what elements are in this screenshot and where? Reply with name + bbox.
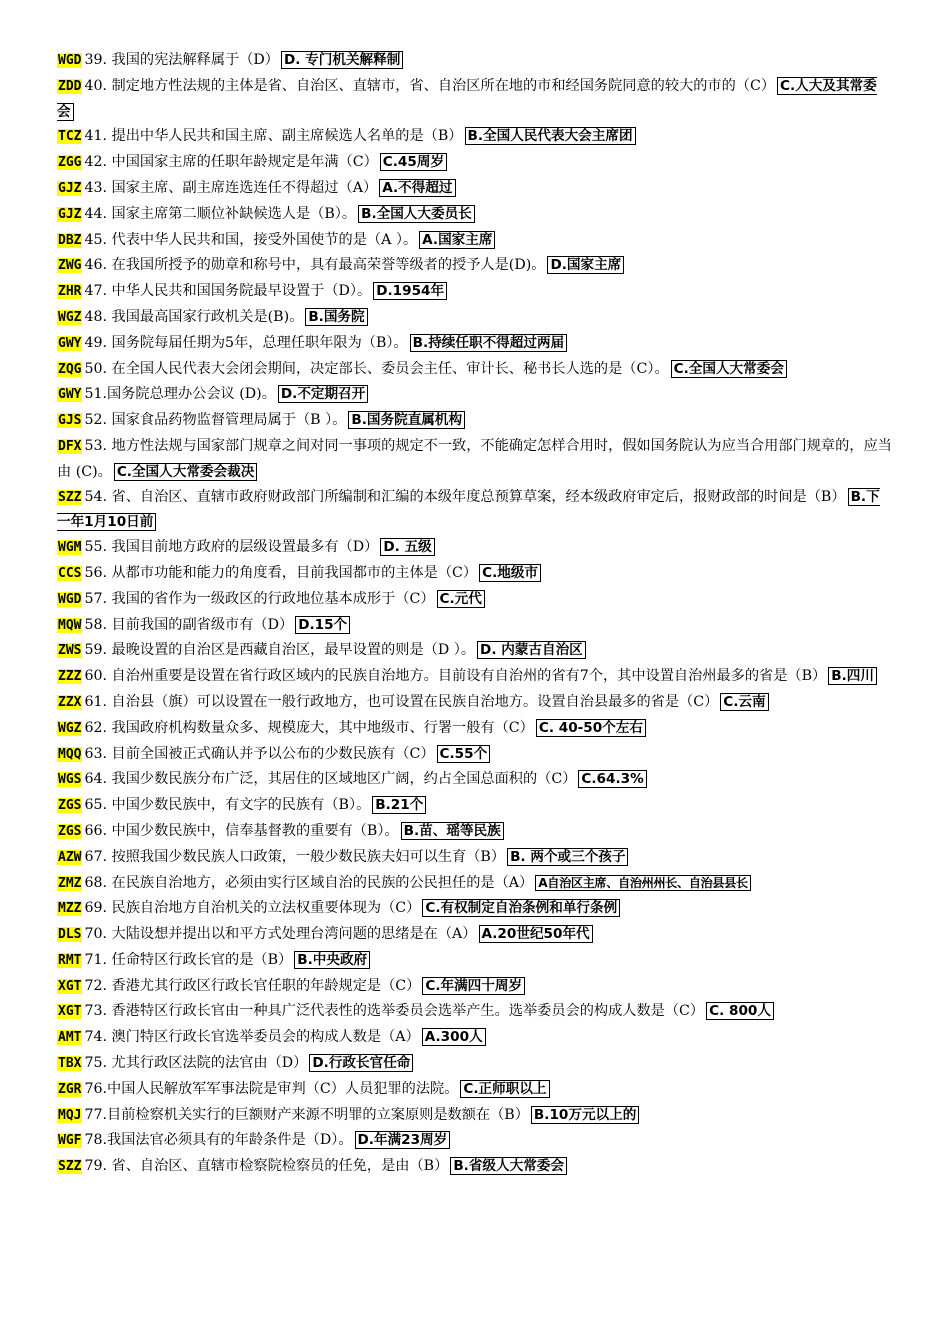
question-item xyxy=(57,382,893,408)
question-item xyxy=(57,1128,893,1154)
question-code-highlight: AZW xyxy=(58,849,82,865)
question-text: 43. 国家主席、副主席连选连任不得超过（A） xyxy=(84,179,378,196)
question-code-highlight: ZWS xyxy=(58,643,82,659)
answer-box: A自治区主席、自治州州长、自治县县长 xyxy=(535,875,750,891)
question-code-highlight: ZGS xyxy=(58,798,82,814)
question-code-highlight: ZHR xyxy=(58,284,82,300)
question-item xyxy=(57,690,893,716)
answer-box: D.15个 xyxy=(295,616,350,634)
question-code-highlight: RMT xyxy=(58,952,82,968)
question-code-highlight: DFX xyxy=(58,438,82,454)
question-code-highlight: WGZ xyxy=(58,309,82,325)
question-text: 63. 目前全国被正式确认并予以公布的少数民族有（C） xyxy=(84,745,435,762)
question-code-highlight: XGT xyxy=(58,1004,82,1020)
question-text: 51.国务院总理办公会议 (D)。 xyxy=(84,386,276,403)
question-code-highlight: AMT xyxy=(58,1030,82,1046)
question-code-highlight: ZQG xyxy=(58,361,82,377)
question-text: 72. 香港尤其行政区行政长官任职的年龄规定是（C） xyxy=(84,977,421,994)
question-text: 77.目前检察机关实行的巨额财产来源不明罪的立案原则是数额在（B） xyxy=(84,1106,529,1123)
question-code-highlight: SZZ xyxy=(58,1159,82,1175)
answer-box: C.正师职以上 xyxy=(460,1080,549,1098)
question-item xyxy=(57,871,893,897)
question-text: 46. 在我国所授予的勋章和称号中，具有最高荣誉等级者的授予人是(D)。 xyxy=(84,257,546,274)
question-code-highlight: ZMZ xyxy=(58,875,82,891)
answer-box: B.中央政府 xyxy=(294,951,370,969)
question-item xyxy=(57,176,893,202)
question-text: 62. 我国政府机构数量众多、规模庞大，其中地级市、行署一般有（C） xyxy=(84,719,534,736)
question-text: 76.中国人民解放军军事法院是审判（C）人员犯罪的法院。 xyxy=(84,1080,459,1097)
question-item xyxy=(57,793,893,819)
question-item xyxy=(57,150,893,176)
question-code-highlight: TBX xyxy=(58,1056,82,1072)
question-text: 52. 国家食品药物监督管理局属于（B ）。 xyxy=(84,412,347,429)
question-text: 42. 中国国家主席的任职年龄规定是年满（C） xyxy=(84,154,378,171)
question-item xyxy=(57,922,893,948)
question-item xyxy=(57,1103,893,1129)
question-code-highlight: GJS xyxy=(58,413,82,429)
answer-box: D.1954年 xyxy=(373,282,447,300)
answer-box: B.省级人大常委会 xyxy=(450,1157,567,1175)
question-item xyxy=(57,845,893,871)
question-item xyxy=(57,124,893,150)
question-code-highlight: SZZ xyxy=(58,489,82,505)
answer-box: B. 两个或三个孩子 xyxy=(507,848,628,866)
question-text: 53. 地方性法规与国家部门规章之间对同一事项的规定不一致，不能确定怎样合用时，假如国务院认为应当合用部门规章的，应当由 (C)。 xyxy=(57,437,892,480)
question-text: 68. 在民族自治地方，必须由实行区域自治的民族的公民担任的是（A） xyxy=(84,874,534,891)
answer-box: A.国家主席 xyxy=(419,231,495,249)
answer-box: A.不得超过 xyxy=(379,179,455,197)
question-text: 73. 香港特区行政长官由一种具广泛代表性的选举委员会选举产生。选举委员会的构成人数是（C） xyxy=(84,1003,705,1020)
answer-box: B.10万元以上的 xyxy=(531,1106,639,1124)
question-text: 48. 我国最高国家行政机关是(B)。 xyxy=(84,308,304,325)
answer-box: D. 专门机关解释制 xyxy=(281,51,403,69)
question-text: 59. 最晚设置的自治区是西藏自治区，最早设置的则是（D ）。 xyxy=(84,642,476,659)
answer-box: C.元代 xyxy=(437,590,485,608)
question-text: 66. 中国少数民族中，信奉基督教的重要有（B）。 xyxy=(84,822,399,839)
question-text: 45. 代表中华人民共和国，接受外国使节的是（A ）。 xyxy=(84,231,418,248)
answer-box: C.55个 xyxy=(437,745,491,763)
question-item xyxy=(57,1025,893,1051)
question-text: 78.我国法官必须具有的年龄条件是（D）。 xyxy=(84,1132,353,1149)
answer-box: D. 五级 xyxy=(380,538,434,556)
question-code-highlight: WGF xyxy=(58,1133,82,1149)
question-item xyxy=(57,202,893,228)
answer-box: D.国家主席 xyxy=(547,256,624,274)
question-item xyxy=(57,357,893,383)
question-code-highlight: MZZ xyxy=(58,901,82,917)
question-item xyxy=(57,999,893,1025)
answer-box: C.年满四十周岁 xyxy=(422,977,525,995)
question-text: 67. 按照我国少数民族人口政策，一般少数民族夫妇可以生育（B） xyxy=(84,848,506,865)
question-item xyxy=(57,1154,893,1180)
question-code-highlight: XGT xyxy=(58,978,82,994)
question-item xyxy=(57,253,893,279)
question-list xyxy=(57,48,893,1180)
question-text: 58. 目前我国的副省级市有（D） xyxy=(84,616,294,633)
question-item xyxy=(57,767,893,793)
question-item xyxy=(57,305,893,331)
answer-box: C.地级市 xyxy=(479,564,541,582)
question-text: 74. 澳门特区行政长官选举委员会的构成人数是（A） xyxy=(84,1029,420,1046)
question-item xyxy=(57,228,893,254)
question-text: 69. 民族自治地方自治机关的立法权重要体现为（C） xyxy=(84,900,421,917)
question-text: 65. 中国少数民族中，有文字的民族有（B）。 xyxy=(84,797,371,814)
question-text: 55. 我国目前地方政府的层级设置最多有（D） xyxy=(84,539,379,556)
question-code-highlight: WGM xyxy=(58,540,82,556)
answer-box: C.45周岁 xyxy=(380,153,447,171)
question-text: 57. 我国的省作为一级政区的行政地位基本成形于（C） xyxy=(84,590,435,607)
question-text: 54. 省、自治区、直辖市政府财政部门所编制和汇编的本级年度总预算草案，经本级政府审定后，报财政部的时间是（B） xyxy=(84,488,846,505)
question-item xyxy=(57,948,893,974)
question-code-highlight: DLS xyxy=(58,927,82,943)
question-code-highlight: WGS xyxy=(58,772,82,788)
question-code-highlight: GJZ xyxy=(58,180,82,196)
answer-box: B.苗、瑶等民族 xyxy=(401,822,504,840)
question-text: 56. 从都市功能和能力的角度看，目前我国都市的主体是（C） xyxy=(84,564,478,581)
answer-box: B.国务院 xyxy=(305,308,367,326)
question-item xyxy=(57,485,893,536)
answer-box: C. 800人 xyxy=(706,1002,774,1020)
question-item xyxy=(57,587,893,613)
question-code-highlight: MQW xyxy=(58,617,82,633)
question-item xyxy=(57,279,893,305)
question-code-highlight: WGZ xyxy=(58,720,82,736)
question-item xyxy=(57,896,893,922)
question-code-highlight: DBZ xyxy=(58,232,82,248)
question-code-highlight: TCZ xyxy=(58,129,82,145)
question-text: 60. 自治州重要是设置在省行政区域内的民族自治地方。目前设有自治州的省有7个，其中设置自治州最多的省是（B） xyxy=(84,668,827,685)
question-text: 75. 尤其行政区法院的法官由（D） xyxy=(84,1055,308,1072)
answer-box: B.全国人大委员长 xyxy=(358,205,475,223)
question-code-highlight: GWY xyxy=(58,387,82,403)
question-item xyxy=(57,742,893,768)
question-item xyxy=(57,1051,893,1077)
answer-box: C.云南 xyxy=(720,693,768,711)
answer-box: B.四川 xyxy=(828,667,877,685)
question-text: 70. 大陆设想并提出以和平方式处理台湾问题的思绪是在（A） xyxy=(84,926,477,943)
question-item xyxy=(57,716,893,742)
question-text: 79. 省、自治区、直辖市检察院检察员的任免，是由（B） xyxy=(84,1158,449,1175)
question-code-highlight: ZWG xyxy=(58,258,82,274)
answer-box: B.国务院直属机构 xyxy=(348,411,465,429)
question-code-highlight: ZDD xyxy=(58,78,82,94)
question-code-highlight: ZGG xyxy=(58,155,82,171)
answer-box: C. 40-50个左右 xyxy=(536,719,646,737)
answer-box: C.64.3% xyxy=(578,770,646,788)
question-text: 39. 我国的宪法解释属于（D） xyxy=(84,52,279,68)
answer-box: B.下一年1月10日前 xyxy=(57,488,880,531)
question-item xyxy=(57,819,893,845)
question-code-highlight: ZGS xyxy=(58,823,82,839)
question-text: 61. 自治县（旗）可以设置在一般行政地方，也可设置在民族自治地方。设置自治县最多的省是（C） xyxy=(84,693,719,710)
question-item xyxy=(57,535,893,561)
question-code-highlight: ZZX xyxy=(58,694,82,710)
question-code-highlight: WGD xyxy=(58,591,82,607)
question-text: 71. 任命特区行政长官的是（B） xyxy=(84,951,293,968)
question-item xyxy=(57,331,893,357)
question-item xyxy=(57,561,893,587)
answer-box: C.全国人大常委会裁决 xyxy=(114,463,257,481)
question-text: 64. 我国少数民族分布广泛，其居住的区域地区广阔，约占全国总面积的（C） xyxy=(84,771,577,788)
question-text: 50. 在全国人民代表大会闭会期间，决定部长、委员会主任、审计长、秘书长人选的是（C）。 xyxy=(84,360,669,377)
answer-box: A.20世纪50年代 xyxy=(479,925,593,943)
question-code-highlight: WGD xyxy=(58,53,82,68)
question-code-highlight: GJZ xyxy=(58,206,82,222)
answer-box: D.年满23周岁 xyxy=(355,1131,451,1149)
answer-box: B.持续任职不得超过两届 xyxy=(410,334,567,352)
question-item xyxy=(57,974,893,1000)
question-item xyxy=(57,638,893,664)
question-item xyxy=(57,434,893,485)
question-code-highlight: MQJ xyxy=(58,1107,82,1123)
question-text: 47. 中华人民共和国国务院最早设置于（D）。 xyxy=(84,283,372,300)
answer-box: B.全国人民代表大会主席团 xyxy=(465,127,636,145)
question-code-highlight: MQQ xyxy=(58,746,82,762)
question-text: 41. 提出中华人民共和国主席、副主席候选人名单的是（B） xyxy=(84,128,463,145)
answer-box: C.有权制定自治条例和单行条例 xyxy=(422,899,620,917)
answer-box: D.不定期召开 xyxy=(278,385,368,403)
answer-box: B.21个 xyxy=(372,796,426,814)
question-code-highlight: ZZZ xyxy=(58,669,82,685)
question-item xyxy=(57,48,893,74)
question-item xyxy=(57,1077,893,1103)
question-code-highlight: CCS xyxy=(58,565,82,581)
answer-box: D. 内蒙古自治区 xyxy=(477,641,586,659)
question-text: 40. 制定地方性法规的主体是省、自治区、直辖市，省、自治区所在地的市和经国务院同意的较大的市的（C） xyxy=(84,77,776,94)
question-text: 49. 国务院每届任期为5年，总理任职年限为（B）。 xyxy=(84,334,408,351)
question-code-highlight: GWY xyxy=(58,335,82,351)
question-text: 44. 国家主席第二顺位补缺候选人是（B）。 xyxy=(84,205,357,222)
question-item xyxy=(57,74,893,125)
question-item xyxy=(57,613,893,639)
question-code-highlight: ZGR xyxy=(58,1081,82,1097)
question-item xyxy=(57,408,893,434)
answer-box: A.300人 xyxy=(422,1028,486,1046)
answer-box: C.人大及其常委会 xyxy=(57,77,877,120)
question-item xyxy=(57,664,893,690)
answer-box: C.全国人大常委会 xyxy=(671,360,787,378)
answer-box: D.行政长官任命 xyxy=(309,1054,413,1072)
